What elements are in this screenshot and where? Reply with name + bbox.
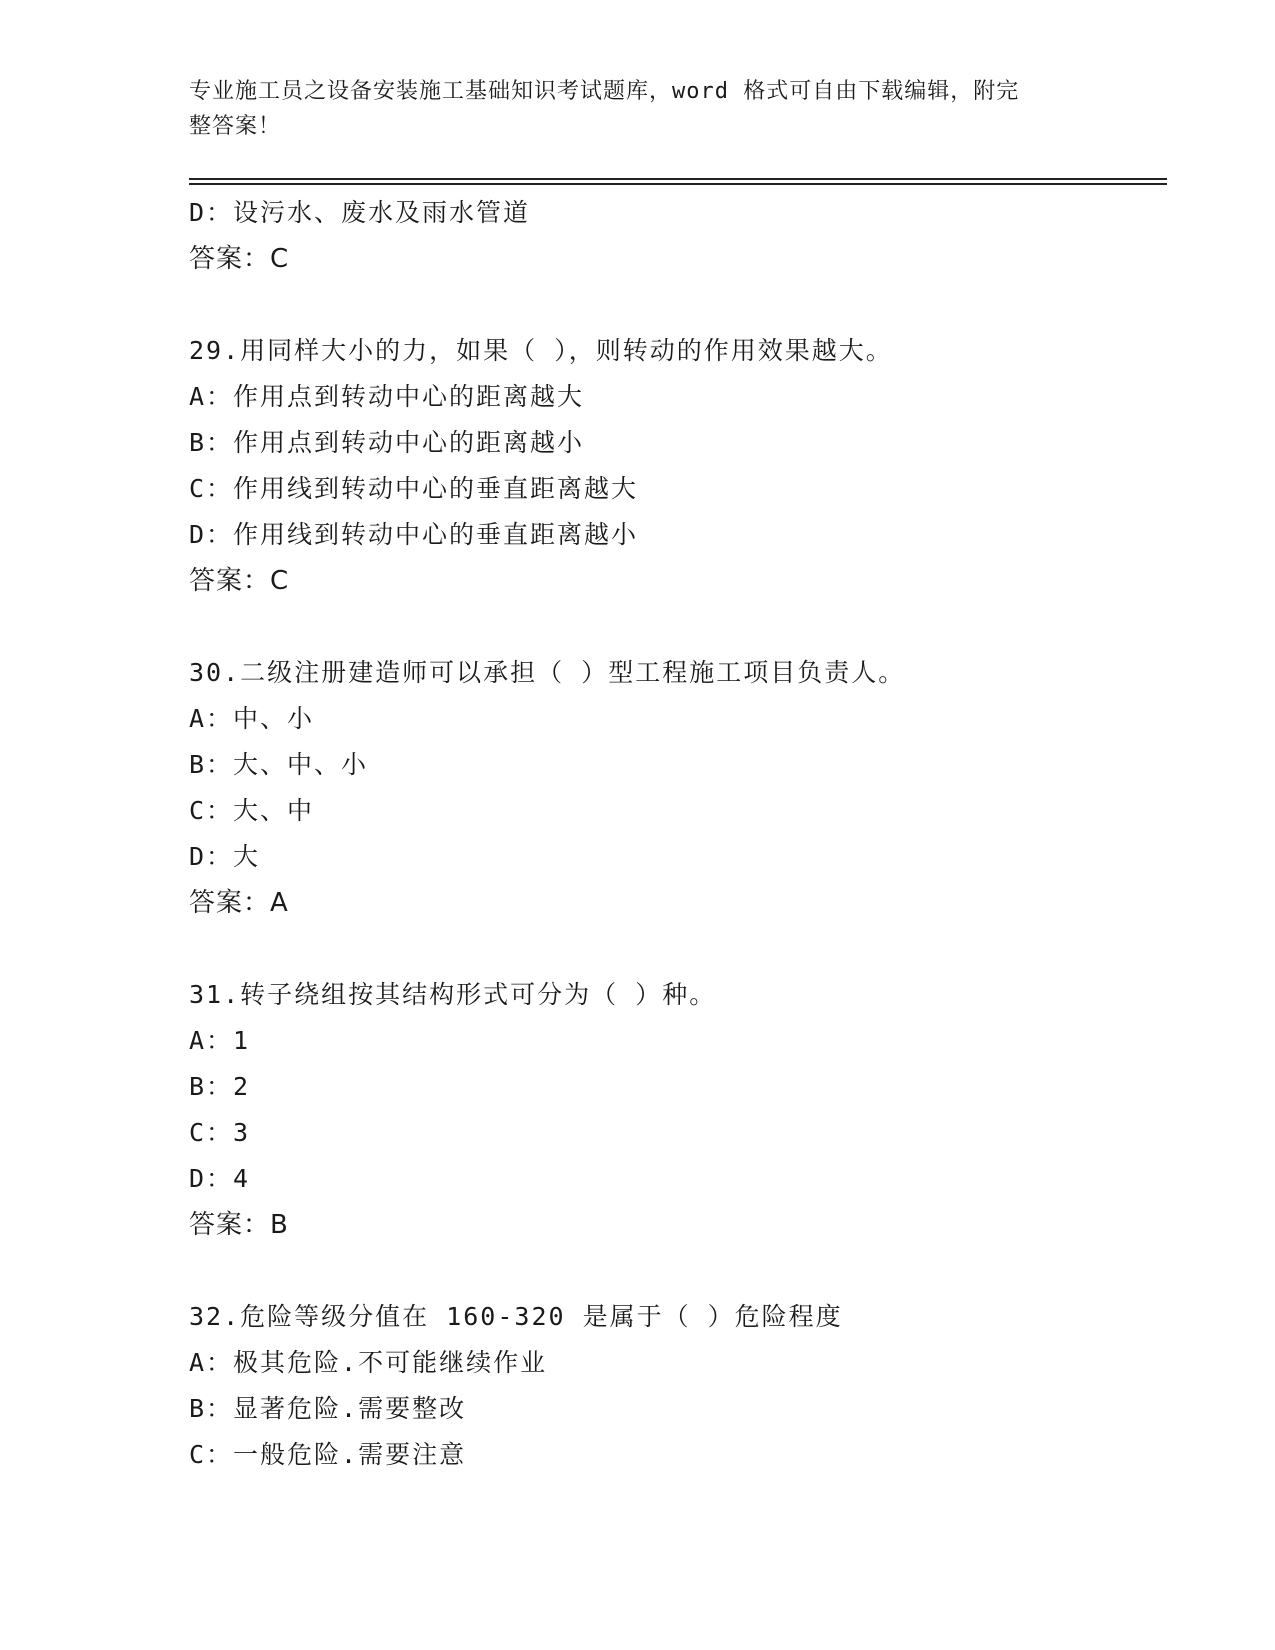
option-c: C：3 bbox=[189, 1118, 251, 1147]
option-a: A：极其危险.不可能继续作业 bbox=[189, 1348, 548, 1377]
option-a: A：作用点到转动中心的距离越大 bbox=[189, 382, 585, 411]
question-32 bbox=[189, 1294, 1169, 1478]
header-divider-top bbox=[189, 178, 1167, 180]
option-d: D：4 bbox=[189, 1164, 251, 1193]
answer-line: 答案：A bbox=[189, 888, 289, 918]
question-stem: 31.转子绕组按其结构形式可分为（ ）种。 bbox=[189, 980, 717, 1009]
spacer bbox=[189, 282, 1169, 328]
question-31 bbox=[189, 972, 1169, 1248]
option-b: B：显著危险.需要整改 bbox=[189, 1394, 467, 1423]
option-b: B：2 bbox=[189, 1072, 251, 1101]
question-list bbox=[189, 190, 1169, 1478]
option-a: A：中、小 bbox=[189, 704, 315, 733]
option-d: D：大 bbox=[189, 842, 261, 871]
spacer bbox=[189, 1248, 1169, 1294]
option-b: B：大、中、小 bbox=[189, 750, 369, 779]
option-c: C：作用线到转动中心的垂直距离越大 bbox=[189, 474, 639, 503]
option-c: C：大、中 bbox=[189, 796, 315, 825]
option-d: D：作用线到转动中心的垂直距离越小 bbox=[189, 520, 639, 549]
header-line-1: 专业施工员之设备安装施工基础知识考试题库，word 格式可自由下载编辑，附完 bbox=[189, 79, 1020, 104]
option-b: B：作用点到转动中心的距离越小 bbox=[189, 428, 585, 457]
question-30 bbox=[189, 650, 1169, 926]
question-stem: 32.危险等级分值在 160-320 是属于（ ）危险程度 bbox=[189, 1302, 843, 1331]
spacer bbox=[189, 604, 1169, 650]
header-divider-bottom bbox=[189, 183, 1167, 185]
answer-line: 答案：B bbox=[189, 1210, 289, 1240]
page-header bbox=[189, 74, 1089, 144]
header-line-2: 整答案！ bbox=[189, 114, 282, 139]
spacer bbox=[189, 926, 1169, 972]
question-stem: 30.二级注册建造师可以承担（ ）型工程施工项目负责人。 bbox=[189, 658, 906, 687]
answer-line: 答案：C bbox=[189, 244, 290, 274]
answer-line: 答案：C bbox=[189, 566, 290, 596]
option-d: D：设污水、废水及雨水管道 bbox=[189, 198, 531, 227]
option-a: A：1 bbox=[189, 1026, 251, 1055]
question-29 bbox=[189, 328, 1169, 604]
question-stem: 29.用同样大小的力，如果（ ），则转动的作用效果越大。 bbox=[189, 336, 893, 365]
option-c: C：一般危险.需要注意 bbox=[189, 1440, 467, 1469]
